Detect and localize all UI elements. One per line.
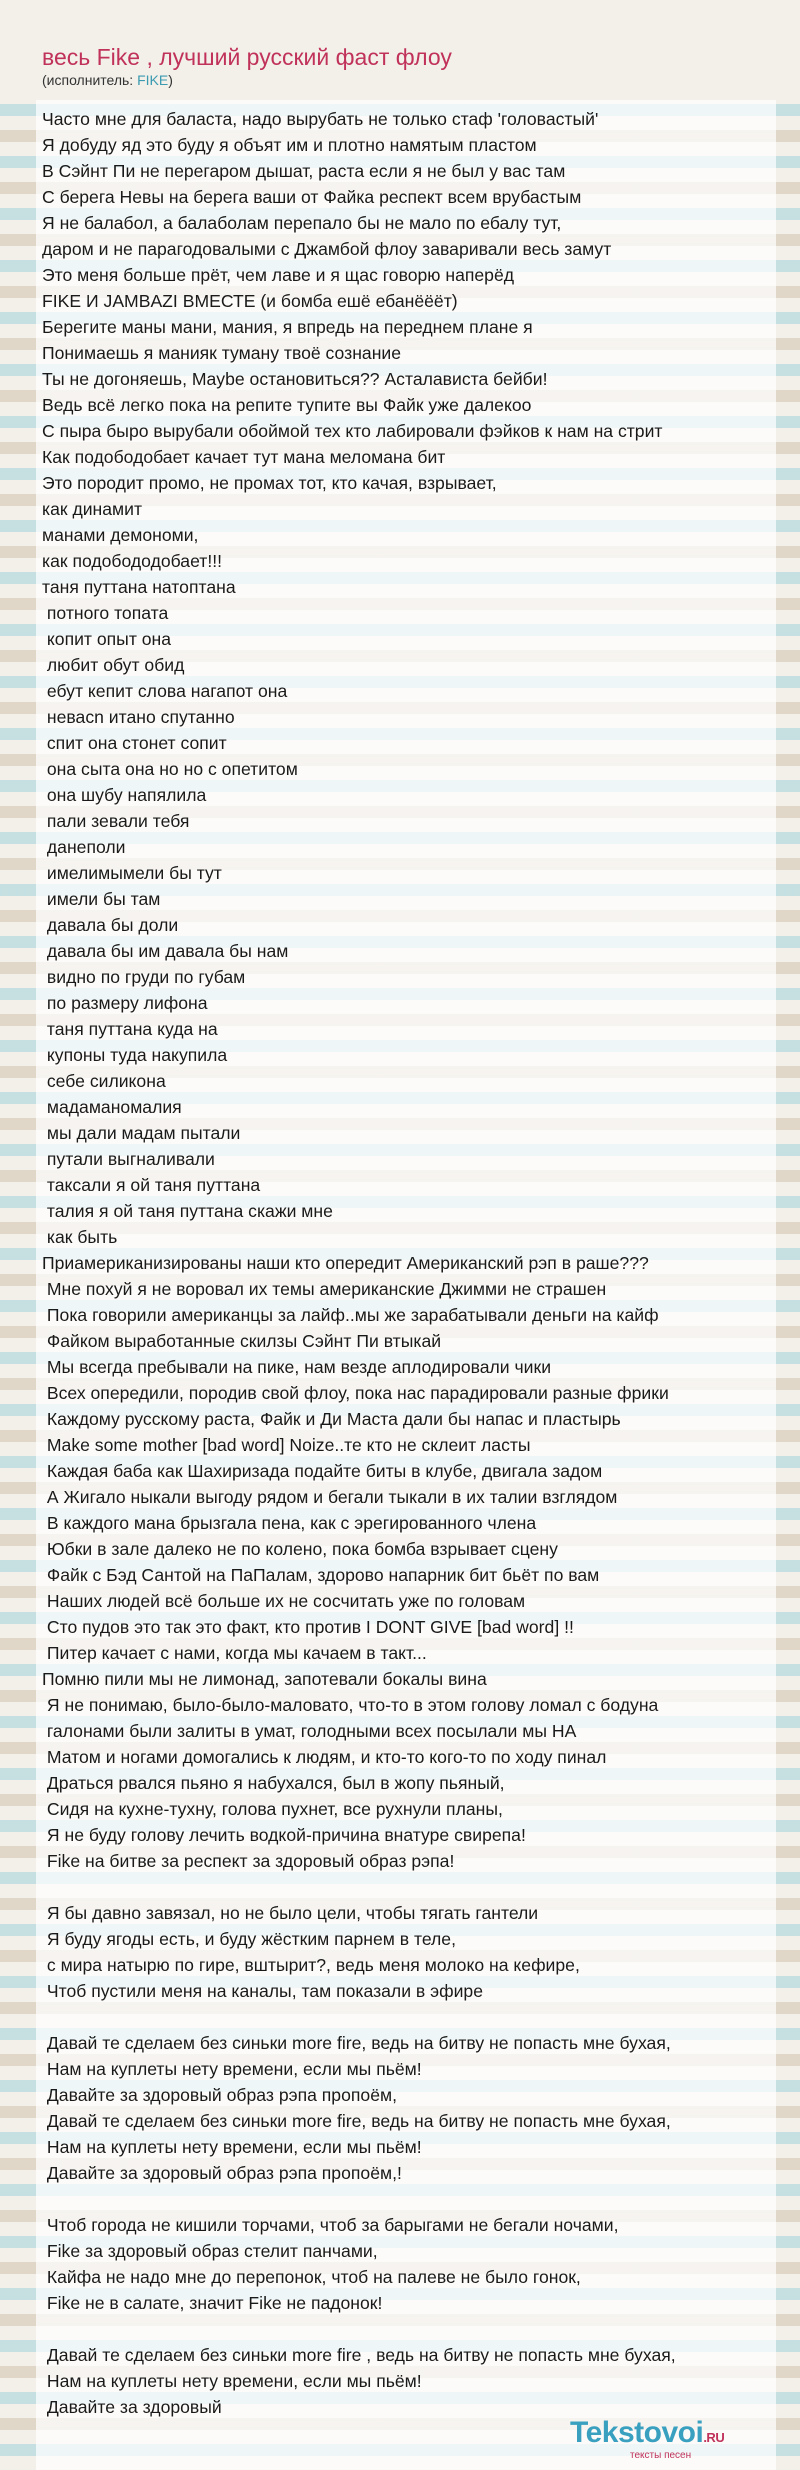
logo-name: Tekstovoi: [570, 2416, 704, 2449]
lyric-line: имелимымели бы тут: [42, 863, 222, 883]
lyric-line: А Жигало ныкали выгоду рядом и бегали тыкали в их талии взглядом: [42, 1487, 618, 1507]
lyric-line: Make some mother [bad word] Noize..те кто не склеит ласты: [42, 1435, 531, 1455]
lyric-line: Приамериканизированы наши кто опередит Американский рэп в раше???: [42, 1253, 649, 1273]
lyric-line: Давайте за здоровый: [42, 2397, 222, 2417]
lyric-line: потного топата: [42, 603, 169, 623]
lyric-line: Я не балабол, а балаболам перепало бы не мало по ебалу тут,: [42, 213, 562, 233]
lyric-line: Часто мне для баласта, надо вырубать не только стаф 'головастый': [42, 109, 599, 129]
lyric-line: Это меня больше прёт, чем лаве и я щас говорю наперёд: [42, 265, 515, 285]
lyric-line: [42, 2004, 782, 2030]
lyric-line: Нам на куплеты нету времени, если мы пьём!: [42, 2137, 422, 2157]
lyric-line: Нам на куплеты нету времени, если мы пьём!: [42, 2059, 422, 2079]
lyric-line: С берега Невы на берега ваши от Файка респект всем врубастым: [42, 187, 582, 207]
lyric-line: Ведь всё легко пока на репите тупите вы Файк уже далекоо: [42, 395, 532, 415]
lyric-line: давала бы доли: [42, 915, 179, 935]
artist-suffix: ): [168, 72, 173, 88]
lyric-line: Пока говорили американцы за лайф..мы же зарабатывали деньги на кайф: [42, 1305, 659, 1325]
lyric-line: себе силикона: [42, 1071, 166, 1091]
lyric-line: Я бы давно завязал, но не было цели, чтобы тягать гантели: [42, 1903, 539, 1923]
lyrics-text: [42, 106, 782, 2420]
lyric-line: невасn итано спутанно: [42, 707, 235, 727]
lyric-line: Давай те сделаем без синьки more fire, ведь на битву не попасть мне бухая,: [42, 2033, 671, 2053]
lyric-line: Понимаешь я манияк туману твоё сознание: [42, 343, 402, 363]
lyric-line: Всех опередили, породив свой флоу, пока нас парадировали разные фрики: [42, 1383, 669, 1403]
lyric-line: Fike за здоровый образ стелит панчами,: [42, 2241, 378, 2261]
lyric-line: FIKE И JAMBAZI ВМЕСТЕ (и бомба ешё ебанёёёт): [42, 291, 458, 311]
lyric-line: Матом и ногами домогались к людям, и кто-то кого-то по ходу пинал: [42, 1747, 607, 1767]
lyric-line: Fike на битве за респект за здоровый образ рэпа!: [42, 1851, 455, 1871]
lyric-line: как динамит: [42, 499, 143, 519]
lyric-line: Ты не догоняешь, Maybe остановиться?? Асталависта бейби!: [42, 369, 548, 389]
site-logo[interactable]: [570, 2416, 724, 2450]
lyric-line: даром и не парагодовалыми с Джамбой флоу заваривали весь замут: [42, 239, 612, 259]
page-header: [0, 0, 800, 100]
lyric-line: пали зевали тебя: [42, 811, 190, 831]
lyric-line: с мира натырю по гире, вштырит?, ведь меня молоко на кефире,: [42, 1955, 580, 1975]
lyric-line: мы дали мадам пытали: [42, 1123, 241, 1143]
lyric-line: Мы всегда пребывали на пике, нам везде аплодировали чики: [42, 1357, 552, 1377]
lyric-line: Кайфа не надо мне до перепонок, чтоб на палеве не было гонок,: [42, 2267, 581, 2287]
lyric-line: Каждая баба как Шахиризада подайте биты в клубе, двигала задом: [42, 1461, 603, 1481]
lyric-line: таня путтана натоптана: [42, 577, 236, 597]
lyric-line: Давай те сделаем без синьки more fire, ведь на битву не попасть мне бухая,: [42, 2111, 671, 2131]
lyric-line: Я добуду яд это буду я объят им и плотно намятым пластом: [42, 135, 537, 155]
lyric-line: Каждому русскому раста, Файк и Ди Маста дали бы напас и пластырь: [42, 1409, 621, 1429]
lyric-line: любит обут обид: [42, 655, 185, 675]
lyric-line: Юбки в зале далеко не по колено, пока бомба взрывает сцену: [42, 1539, 558, 1559]
lyric-line: [42, 2316, 782, 2342]
artist-line: [42, 72, 173, 88]
lyric-line: она сыта она но но с опетитом: [42, 759, 298, 779]
artist-prefix: (исполнитель:: [42, 72, 138, 88]
lyric-line: она шубу напялила: [42, 785, 207, 805]
lyric-line: таня путтана куда на: [42, 1019, 218, 1039]
lyric-line: путали выгналивали: [42, 1149, 215, 1169]
lyric-line: В каждого мана брызгала пена, как с эрегированного члена: [42, 1513, 537, 1533]
lyric-line: как подобододобает!!!: [42, 551, 223, 571]
lyric-line: Сто пудов это так это факт, кто против I DONT GIVE [bad word] !!: [42, 1617, 574, 1637]
lyric-line: Файком выработанные скилзы Сэйнт Пи втыкай: [42, 1331, 442, 1351]
lyric-line: талия я ой таня путтана скажи мне: [42, 1201, 333, 1221]
logo-tld: .RU: [703, 2430, 725, 2445]
lyric-line: имели бы там: [42, 889, 161, 909]
lyric-line: спит она стонет сопит: [42, 733, 227, 753]
lyric-line: Как подободобает качает тут мана меломана бит: [42, 447, 446, 467]
lyric-line: по размеру лифона: [42, 993, 208, 1013]
lyric-line: галонами были залиты в умат, голодными всех посылали мы НА: [42, 1721, 577, 1741]
lyric-line: данеполи: [42, 837, 126, 857]
lyric-line: Чтоб пустили меня на каналы, там показали в эфире: [42, 1981, 484, 2001]
lyric-line: [42, 1874, 782, 1900]
lyric-line: Берегите маны мани, мания, я впредь на переднем плане я: [42, 317, 533, 337]
lyric-line: В Сэйнт Пи не перегаром дышат, раста если я не был у вас там: [42, 161, 566, 181]
lyric-line: Давайте за здоровый образ рэпа пропоём,: [42, 2085, 397, 2105]
lyric-line: С пыра быро вырубали обоймой тех кто лабировали фэйков к нам на стрит: [42, 421, 663, 441]
lyric-line: Файк с Бэд Сантой на ПаПалам, здорово напарник бит бьёт по вам: [42, 1565, 600, 1585]
lyric-line: Нам на куплеты нету времени, если мы пьём!: [42, 2371, 422, 2391]
lyric-line: купоны туда накупила: [42, 1045, 228, 1065]
lyric-line: Давай те сделаем без синьки more fire , ведь на битву не попасть мне бухая,: [42, 2345, 676, 2365]
lyric-line: мадаманомалия: [42, 1097, 182, 1117]
lyric-line: Чтоб города не кишили торчами, чтоб за барыгами не бегали ночами,: [42, 2215, 619, 2235]
lyric-line: видно по груди по губам: [42, 967, 246, 987]
lyric-line: таксали я ой таня путтана: [42, 1175, 261, 1195]
lyric-line: Я буду ягоды есть, и буду жёстким парнем в теле,: [42, 1929, 456, 1949]
lyric-line: Мне похуй я не воровал их темы американские Джимми не страшен: [42, 1279, 607, 1299]
lyric-line: Я не понимаю, было-было-маловато, что-то в этом голову ломал с бодуна: [42, 1695, 659, 1715]
song-title: весь Fike , лучший русский фаст флоу: [42, 44, 452, 70]
lyric-line: манами демономи,: [42, 525, 199, 545]
lyric-line: ебут кепит слова нагапот она: [42, 681, 288, 701]
lyric-line: копит опыт она: [42, 629, 172, 649]
lyric-line: Наших людей всё больше их не сосчитать уже по головам: [42, 1591, 526, 1611]
logo-tagline: тексты песен: [630, 2450, 692, 2461]
lyric-line: давала бы им давала бы нам: [42, 941, 289, 961]
lyric-line: Помню пили мы не лимонад, запотевали бокалы вина: [42, 1669, 487, 1689]
lyric-line: Fike не в салате, значит Fike не падонок!: [42, 2293, 383, 2313]
lyric-line: [42, 2186, 782, 2212]
lyric-line: Питер качает с нами, когда мы качаем в такт...: [42, 1643, 427, 1663]
lyric-line: Я не буду голову лечить водкой-причина внатуре свирепа!: [42, 1825, 526, 1845]
lyric-line: Драться рвался пьяно я набухался, был в жопу пьяный,: [42, 1773, 505, 1793]
lyric-line: Давайте за здоровый образ рэпа пропоём,!: [42, 2163, 402, 2183]
lyric-line: Это породит промо, не промах тот, кто качая, взрывает,: [42, 473, 497, 493]
lyric-line: Сидя на кухне-тухну, голова пухнет, все рухнули планы,: [42, 1799, 503, 1819]
lyric-line: как быть: [42, 1227, 118, 1247]
artist-link[interactable]: FIKE: [137, 72, 169, 88]
